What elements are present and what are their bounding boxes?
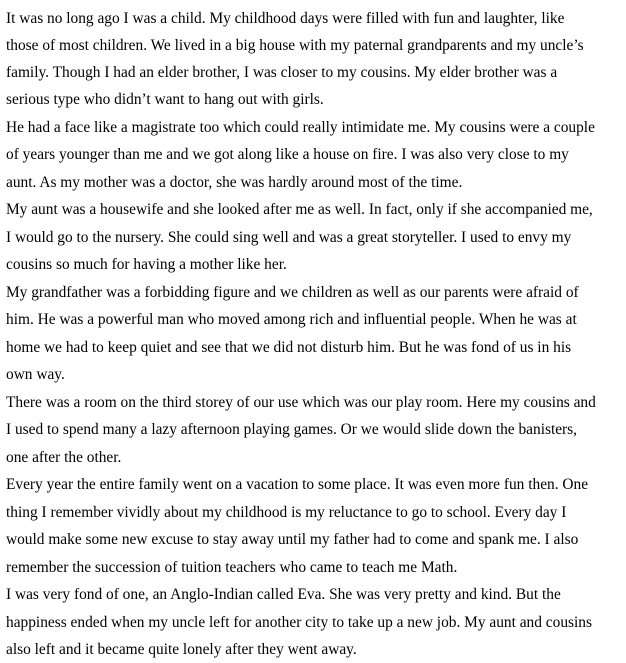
text-line: I used to spend many a lazy afternoon playing games. Or we would slide down the banisters, <box>6 421 578 438</box>
text-line: aunt. As my mother was a doctor, she was hardly around most of the time. <box>6 174 463 191</box>
text-line: family. Though I had an elder brother, I was closer to my cousins. My elder brother was a <box>6 64 558 81</box>
text-line: happiness ended when my uncle left for another city to take up a new job. My aunt and cousins <box>6 614 592 631</box>
text-line: home we had to keep quiet and see that we did not disturb him. But he was fond of us in his <box>6 339 572 356</box>
text-line: thing I remember vividly about my childhood is my reluctance to go to school. Every day I <box>6 504 567 521</box>
text-line: I was very fond of one, an Anglo-Indian called Eva. She was very pretty and kind. But the <box>6 586 561 603</box>
text-line: would make some new excuse to stay away until my father had to come and spank me. I also <box>6 531 579 548</box>
text-line: those of most children. We lived in a big house with my paternal grandparents and my uncle’s <box>6 37 584 54</box>
text-line: My grandfather was a forbidding figure and we children as well as our parents were afraid of <box>6 284 579 301</box>
text-line: him. He was a powerful man who moved among rich and influential people. When he was at <box>6 311 577 328</box>
text-line: of years younger than me and we got along like a house on fire. I was also very close to my <box>6 146 569 163</box>
text-line: My aunt was a housewife and she looked after me as well. In fact, only if she accompanied me, <box>6 201 593 218</box>
text-line: own way. <box>6 366 65 383</box>
text-line: It was no long ago I was a child. My childhood days were filled with fun and laughter, like <box>6 10 565 27</box>
text-line: remember the succession of tuition teachers who came to teach me Math. <box>6 559 458 576</box>
text-line: serious type who didn’t want to hang out with girls. <box>6 91 324 108</box>
text-line: I would go to the nursery. She could sing well and was a great storyteller. I used to envy my <box>6 229 572 246</box>
text-line: He had a face like a magistrate too which could really intimidate me. My cousins were a couple <box>6 119 595 136</box>
text-line: also left and it became quite lonely after they went away. <box>6 641 357 658</box>
text-line: There was a room on the third storey of our use which was our play room. Here my cousins and <box>6 394 596 411</box>
text-line: Every year the entire family went on a vacation to some place. It was even more fun then. One <box>6 476 589 493</box>
text-line: cousins so much for having a mother like her. <box>6 256 287 273</box>
text-line: one after the other. <box>6 449 122 466</box>
